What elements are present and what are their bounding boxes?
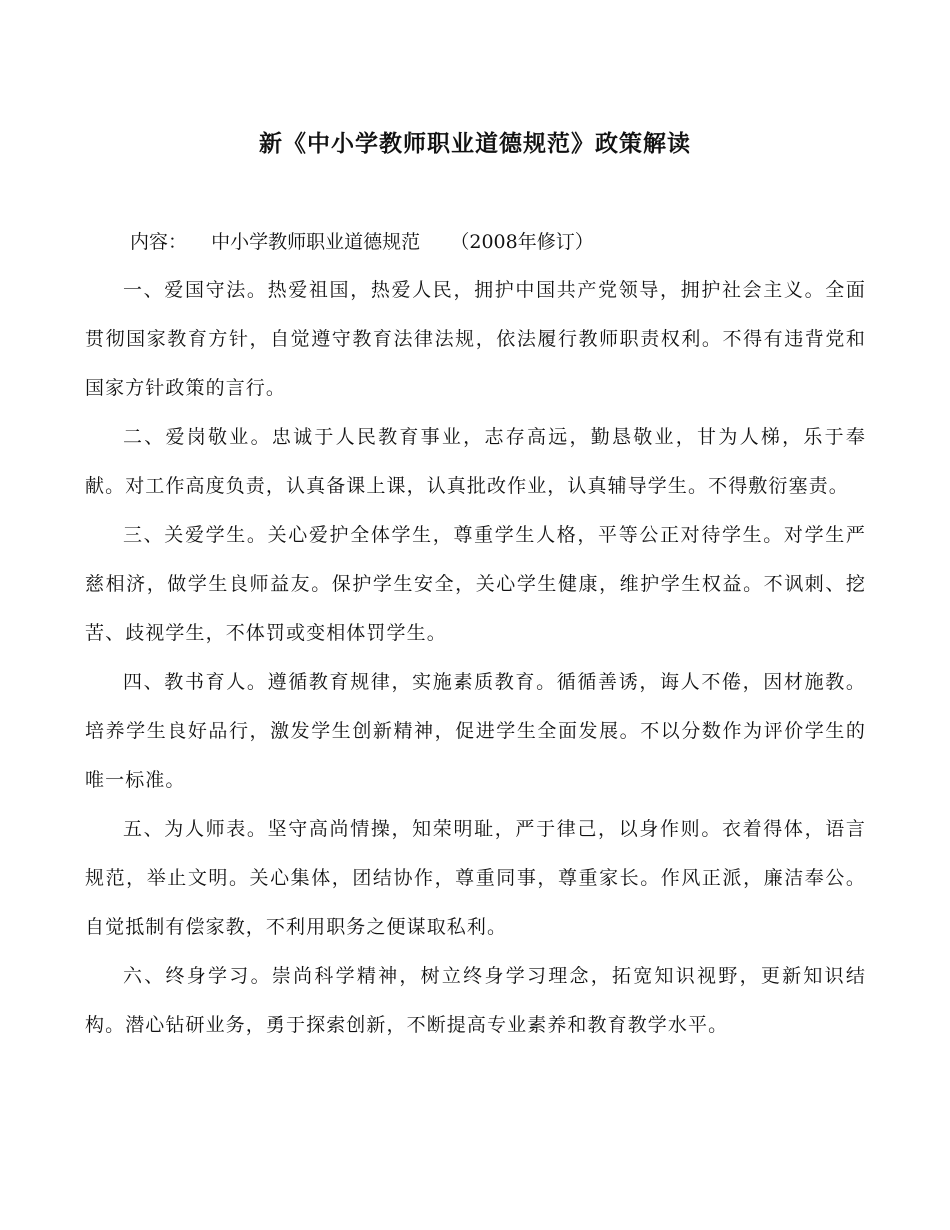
paragraph-role-model: 五、为人师表。坚守高尚情操，知荣明耻，严于律己，以身作则。衣着得体，语言规范，举止文明。关心集体，团结协作，尊重同事，尊重家长。作风正派，廉洁奉公。自觉抵制有偿家教，不利用职务之便谋取私利。 [85,818,866,938]
paragraph-teaching: 四、教书育人。遵循教育规律，实施素质教育。循循善诱，诲人不倦，因材施教。培养学生良好品行，激发学生创新精神，促进学生全面发展。不以分数作为评价学生的唯一标准。 [85,671,866,791]
document-title: 新《中小学教师职业道德规范》政策解读 [259,130,691,157]
paragraph-caring-students: 三、关爱学生。关心爱护全体学生，尊重学生人格，平等公正对待学生。对学生严慈相济，做学生良师益友。保护学生安全，关心学生健康，维护学生权益。不讽刺、挖苦、歧视学生，不体罚或变相体罚学生。 [85,524,866,644]
paragraph-dedication: 二、爱岗敬业。忠诚于人民教育事业，志存高远，勤恳敬业，甘为人梯，乐于奉献。对工作高度负责，认真备课上课，认真批改作业，认真辅导学生。不得敷衍塞责。 [85,426,866,497]
document-body [85,266,866,1050]
paragraph-lifelong-learning: 六、终身学习。崇尚科学精神，树立终身学习理念，拓宽知识视野，更新知识结构。潜心钻研业务，勇于探索创新，不断提高专业素养和教育教学水平。 [85,965,866,1036]
paragraph-patriotism: 一、爱国守法。热爱祖国，热爱人民，拥护中国共产党领导，拥护社会主义。全面贯彻国家教育方针，自觉遵守教育法律法规，依法履行教师职责权利。不得有违背党和国家方针政策的言行。 [85,279,866,399]
content-line: 内容： 中小学教师职业道德规范 （2008年修订） [130,231,594,253]
